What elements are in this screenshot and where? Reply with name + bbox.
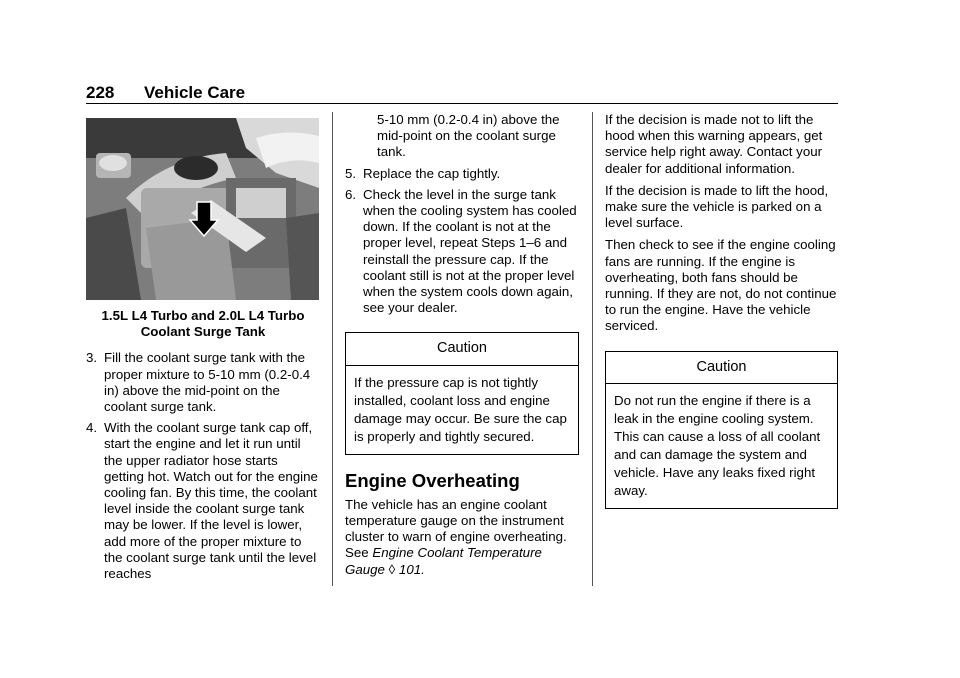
caution-title: Caution [606, 352, 837, 384]
intro-text: The vehicle has an engine coolant temperature gauge on the instrument cluster to warn of engine overheating. See [345, 496, 567, 561]
section-title: Vehicle Care [144, 83, 246, 102]
page-number: 228 [86, 83, 115, 102]
step-6 [345, 187, 579, 317]
caption-line-1: 1.5L L4 Turbo and 2.0L L4 Turbo [101, 308, 305, 323]
step-text: With the coolant surge tank cap off, start the engine and let it run until the upper radiator hose starts getting hot. Watch out for the engine cooling fan. By this time, the coolant level inside the coolant surge tank may be lower. If the level is lower, add more of the proper mixture to the coolant surge tank until the level reaches [104, 420, 318, 582]
page-header [86, 83, 245, 103]
column-3 [605, 112, 838, 509]
column-2 [345, 112, 579, 584]
overheating-para-3: If the decision is made to lift the hood, make sure the vehicle is parked on a level surface. [605, 182, 829, 231]
engine-coolant-gauge-link[interactable]: Engine Coolant Temperature Gauge [345, 545, 542, 577]
caption-line-2: Coolant Surge Tank [140, 324, 266, 340]
step-text: Check the level in the surge tank when the cooling system has cooled down. If the coolant is not at the proper level, repeat Steps 1–6 and reinstall the pressure cap. If the coolant still is not at the proper level when the system cools down again, see your dealer. [363, 186, 577, 316]
caution-box-pressure-cap [345, 332, 579, 454]
step-4-continuation: 5-10 mm (0.2-0.4 in) above the mid-point on the coolant surge tank. [377, 112, 560, 160]
column-1 [86, 118, 320, 587]
step-5 [345, 166, 579, 182]
column-divider-1 [332, 112, 333, 586]
step-4 [86, 420, 320, 582]
overheating-intro: The vehicle has an engine coolant temperature gauge on the instrument cluster to warn of engine overheating. See Engine Coolant Temperature Gauge ◊ 101. [345, 496, 567, 577]
step-number: 3. [86, 350, 98, 366]
column-divider-2 [592, 112, 593, 586]
header-rule [86, 103, 838, 104]
section-heading-engine-overheating: Engine Overheating [345, 469, 520, 491]
step-number: 4. [86, 420, 98, 436]
step-text: Fill the coolant surge tank with the proper mixture to 5-10 mm (0.2-0.4 in) above the mid-point on the coolant surge tank. [104, 350, 311, 415]
overheating-para-4: Then check to see if the engine cooling fans are running. If the engine is overheating, both fans should be running. If they are not, do not continue to run the engine. Have the vehicle serviced. [605, 237, 837, 334]
page-ref-icon: ◊ [388, 561, 396, 577]
caution-title: Caution [346, 333, 578, 365]
page-ref-number[interactable]: 101 [398, 561, 422, 577]
overheating-para-2: If the decision is made not to lift the hood when this warning appears, get service help right away. Contact your dealer for additional information. [605, 112, 823, 176]
caution-text: Do not run the engine if there is a leak in the engine cooling system. This can cause a loss of all coolant and can damage the system and vehicle. Have any leaks fixed right away. [614, 392, 821, 498]
figure-caption [86, 308, 320, 340]
step-number: 5. [345, 165, 357, 181]
step-number: 6. [345, 186, 357, 202]
caution-box-leak [605, 351, 838, 509]
coolant-surge-tank-photo [86, 118, 319, 300]
caution-text: If the pressure cap is not tightly installed, coolant loss and engine damage may occur. Be sure the cap is properly and tightly secured. [354, 374, 567, 444]
step-text: Replace the cap tightly. [363, 165, 501, 181]
step-3 [86, 350, 320, 415]
